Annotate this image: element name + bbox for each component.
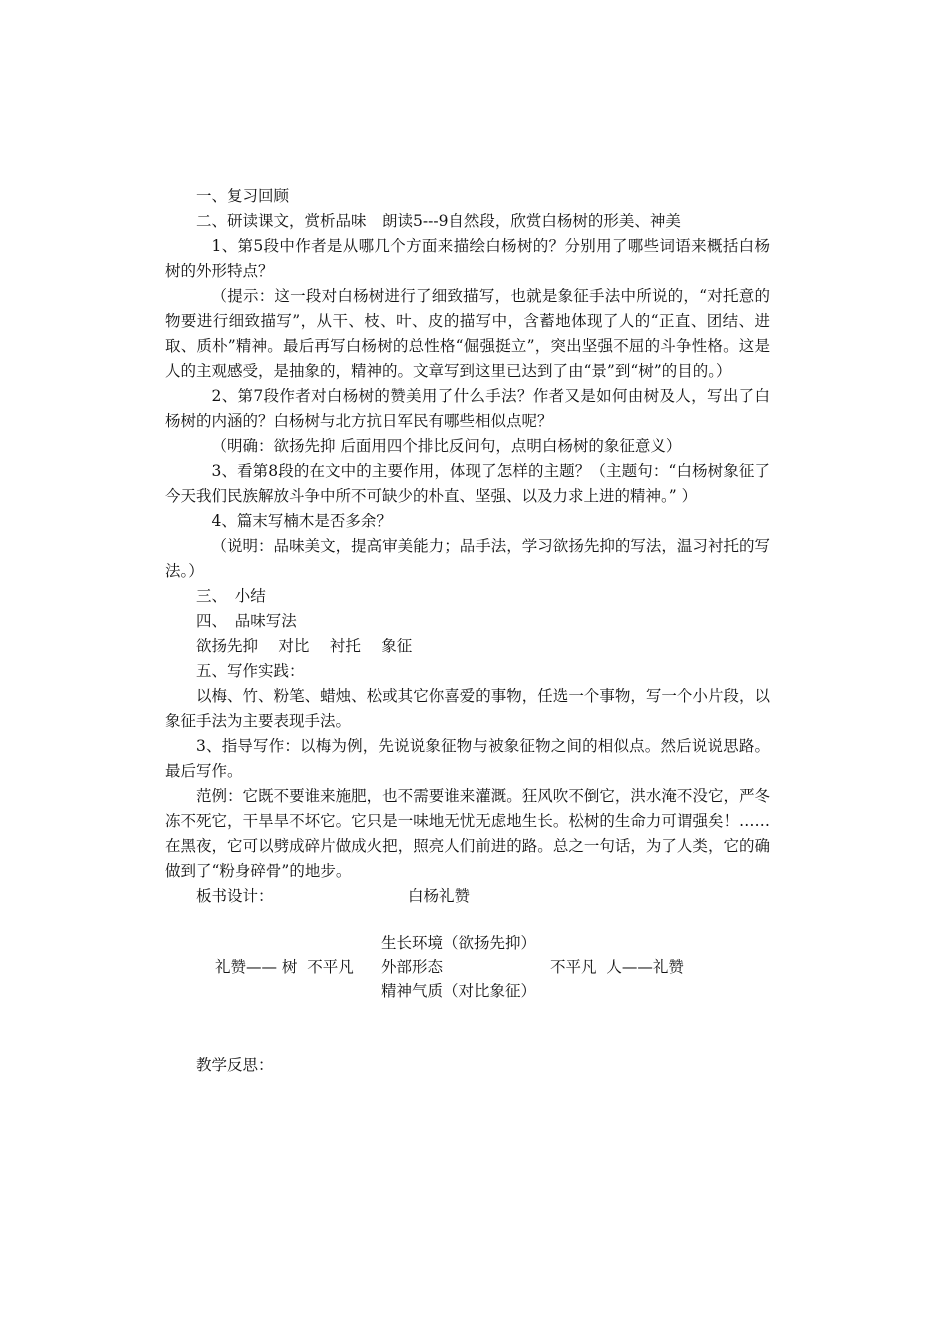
hint-1: （提示：这一段对白杨树进行了细致描写，也就是象征手法中所说的，“对托意的物要进行细致描写”，从干、枝、叶、皮的描写中，含蓄地体现了人的“正直、团结、进取、质朴”精神。最后再写白杨树的总性格“倔强挺立”，突出坚强不屈的斗争性格。这是人的主观感受，是抽象的，精神的。文章写到这里已达到了由“景”到“树”的目的。） [165,287,770,380]
question-2: 2、第7段作者对白杨树的赞美用了什么手法？作者又是如何由树及人，写出了白杨树的内涵的？白杨树与北方抗日军民有哪些相似点呢？ [165,387,770,430]
writing-guide: 3、指导写作：以梅为例，先说说象征物与被象征物之间的相似点。然后说说思路。最后写作。 [165,737,770,780]
hint-2: （明确：欲扬先抑 后面用四个排比反问句，点明白杨树的象征意义） [211,437,682,455]
section-summary: 三、 小结 [196,587,266,605]
writing-example: 范例：它既不要谁来施肥，也不需要谁来灌溉。狂风吹不倒它，洪水淹不没它，严冬冻不死它，干旱旱不坏它。它只是一味地无忧无虑地生长。松树的生命力可谓强矣！……在黑夜，它可以劈成碎片做成火把，照亮人们前进的路。总之一句话，为了人类，它的确做到了“粉身碎骨”的地步。 [165,787,770,880]
hint-4: （说明：品味美文，提高审美能力；品手法，学习欲扬先抑的写法，温习衬托的写法。） [165,537,770,580]
board-design-label: 板书设计： [196,887,274,905]
section-writing: 五、写作实践： [196,662,305,680]
board-design-header [165,884,770,909]
board-appearance: 外部形态 [381,958,444,976]
section-study: 二、研读课文，赏析品味 朗读5---9自然段，欣赏白杨树的形美、神美 [196,212,681,230]
board-growth-env: 生长环境（欲扬先抑） [381,934,537,952]
question-1: 1、第5段中作者是从哪几个方面来描绘白杨树的？分别用了哪些词语来概括白杨树的外形特点？ [165,237,770,280]
teaching-reflection: 教学反思： [196,1056,274,1074]
board-design-title: 白杨礼赞 [408,887,471,905]
methods-list: 欲扬先抑 对比 衬托 象征 [196,637,413,655]
question-4: 4、篇末写楠木是否多余？ [211,512,392,530]
board-right: 不平凡 人——礼赞 [550,958,684,976]
question-3: 3、看第8段的在文中的主要作用，体现了怎样的主题？（主题句：“白杨树象征了今天我们民族解放斗争中所不可缺少的朴直、坚强、以及力求上进的精神。” ） [165,462,770,505]
board-design [165,931,770,1026]
board-spirit: 精神气质（对比象征） [381,982,537,1000]
board-left: 礼赞—— 树 不平凡 [215,958,354,976]
section-review: 一、复习回顾 [196,187,290,205]
section-methods: 四、 品味写法 [196,612,297,630]
writing-task: 以梅、竹、粉笔、蜡烛、松或其它你喜爱的事物，任选一个事物，写一个小片段，以象征手法为主要表现手法。 [165,687,770,730]
lesson-content [165,184,770,1094]
